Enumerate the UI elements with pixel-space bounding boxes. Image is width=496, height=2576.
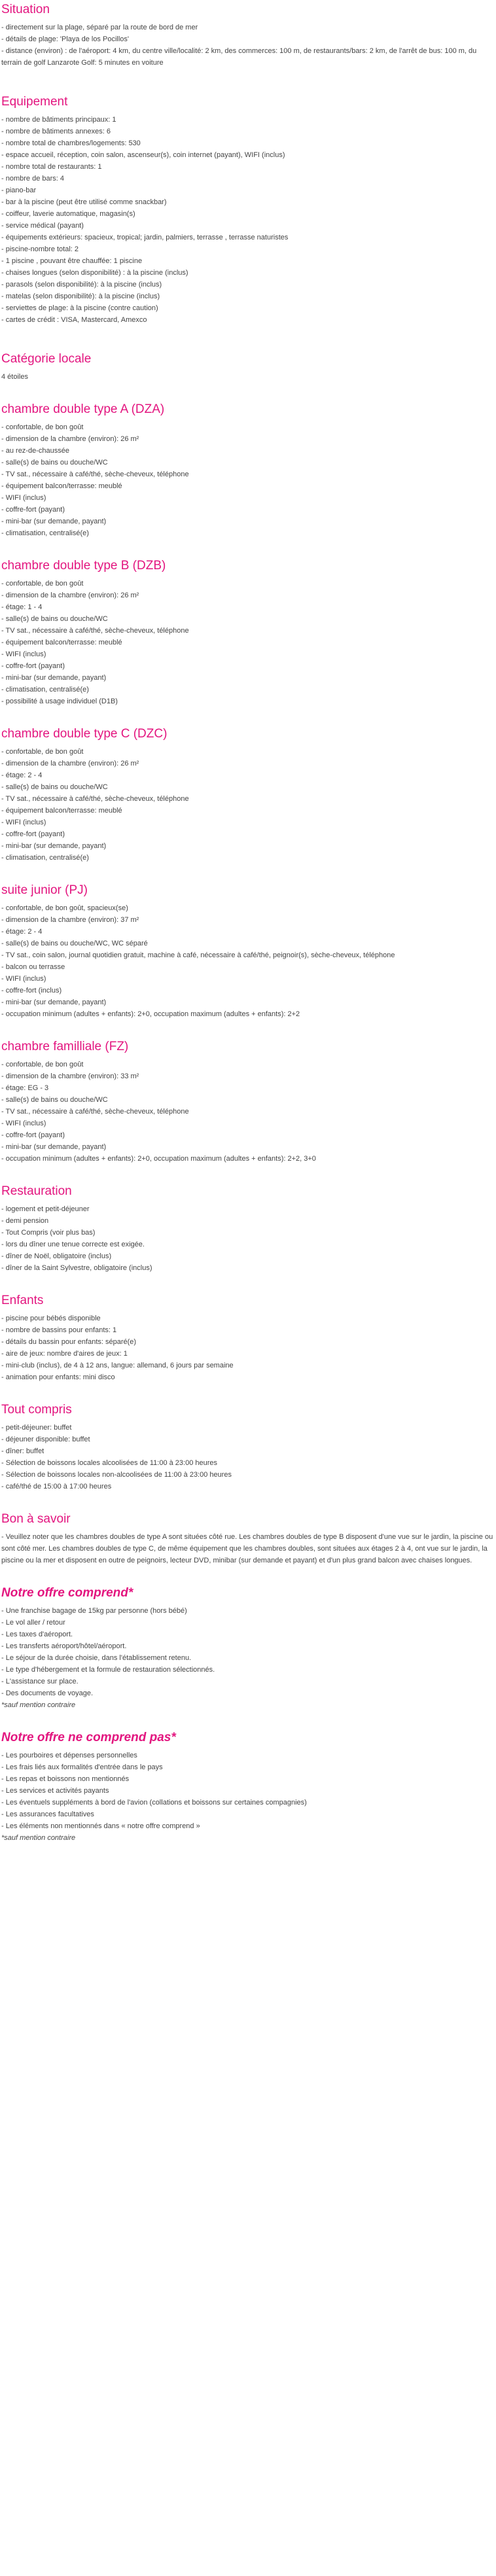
list-item: - cartes de crédit : VISA, Mastercard, Amexco bbox=[1, 314, 494, 326]
list-item: - mini-club (inclus), de 4 à 12 ans, langue: allemand, 6 jours par semaine bbox=[1, 1360, 494, 1371]
section-spacer bbox=[1, 1566, 494, 1583]
list-item: - 1 piscine , pouvant être chauffée: 1 piscine bbox=[1, 255, 494, 267]
list-item: - demi pension bbox=[1, 1215, 494, 1227]
list-item: - Sélection de boissons locales alcoolisées de 11:00 à 23:00 heures bbox=[1, 1457, 494, 1469]
list-item: - coffre-fort (payant) bbox=[1, 828, 494, 840]
list-item: - salle(s) de bains ou douche/WC, WC séparé bbox=[1, 938, 494, 949]
section-title: Notre offre ne comprend pas* bbox=[1, 1731, 176, 1744]
section-chambre-double-type-b-dzb bbox=[1, 556, 494, 707]
section-list bbox=[1, 1531, 494, 1566]
section-bon-a-savoir bbox=[1, 1509, 494, 1566]
list-item: - nombre de bâtiments annexes: 6 bbox=[1, 126, 494, 137]
list-item: - Une franchise bagage de 15kg par personne (hors bébé) bbox=[1, 1605, 494, 1617]
section-text: 4 étoiles bbox=[1, 373, 28, 381]
section-title: Equipement bbox=[1, 95, 68, 109]
list-item: - dîner de Noël, obligatoire (inclus) bbox=[1, 1250, 494, 1262]
list-item: - Les éventuels suppléments à bord de l'avion (collations et boissons sur certaines compagnies) bbox=[1, 1797, 494, 1808]
section-suite-junior-pj bbox=[1, 881, 494, 1020]
list-item: - climatisation, centralisé(e) bbox=[1, 527, 494, 539]
section-title: Tout compris bbox=[1, 1403, 72, 1417]
section-list bbox=[1, 1203, 494, 1274]
list-item: - Les services et activités payants bbox=[1, 1785, 494, 1797]
section-spacer bbox=[1, 1711, 494, 1728]
list-item: - détails du bassin pour enfants: séparé(e) bbox=[1, 1336, 494, 1348]
list-item: - coiffeur, laverie automatique, magasin(s) bbox=[1, 208, 494, 220]
list-item: - L'assistance sur place. bbox=[1, 1676, 494, 1687]
list-item: - nombre de bâtiments principaux: 1 bbox=[1, 114, 494, 126]
list-item: - dimension de la chambre (environ): 26 m² bbox=[1, 758, 494, 769]
section-title: Restauration bbox=[1, 1184, 72, 1198]
section-spacer bbox=[1, 539, 494, 556]
section-spacer bbox=[1, 1020, 494, 1037]
list-item: - serviettes de plage: à la piscine (contre caution) bbox=[1, 302, 494, 314]
list-item: - piano-bar bbox=[1, 185, 494, 196]
list-item: - Veuillez noter que les chambres doubles de type A sont situées côté rue. Les chambres doubles de type B disposent d'une vue sur le jardin, la piscine ou sont côté mer. Les chambres doubles de type C, de même équipement que les chambres doubles, sont situées aux étages 2 à 4, ont vue sur le jardin, la piscine ou la mer et disposent en outre de peignoirs, lecteur DVD, minibar (sur demande et payant) et d'un plus grand balcon avec chaises longues. bbox=[1, 1531, 494, 1566]
section-title: Notre offre comprend* bbox=[1, 1586, 133, 1600]
list-item: - Des documents de voyage. bbox=[1, 1687, 494, 1699]
list-item: - détails de plage: 'Playa de los Pocillos' bbox=[1, 33, 494, 45]
list-item: - TV sat., nécessaire à café/thé, sèche-cheveux, téléphone bbox=[1, 1106, 494, 1118]
list-item: - confortable, de bon goût, spacieux(se) bbox=[1, 902, 494, 914]
list-item: - dimension de la chambre (environ): 26 m² bbox=[1, 590, 494, 601]
list-item: - Les repas et boissons non mentionnés bbox=[1, 1773, 494, 1785]
list-item: - déjeuner disponible: buffet bbox=[1, 1434, 494, 1445]
list-item: - climatisation, centralisé(e) bbox=[1, 684, 494, 696]
list-item: - WIFI (inclus) bbox=[1, 1118, 494, 1129]
section-notre-offre-comprend bbox=[1, 1583, 494, 1711]
section-title: chambre double type B (DZB) bbox=[1, 559, 166, 573]
list-item: - mini-bar (sur demande, payant) bbox=[1, 672, 494, 684]
section-spacer bbox=[1, 1165, 494, 1182]
section-notre-offre-ne-comprend-pas bbox=[1, 1728, 494, 1844]
section-spacer bbox=[1, 1383, 494, 1400]
section-title: chambre double type C (DZC) bbox=[1, 727, 168, 741]
section-situation bbox=[1, 0, 494, 69]
list-item: - chaises longues (selon disponibilité) : à la piscine (inclus) bbox=[1, 267, 494, 279]
section-spacer bbox=[1, 1492, 494, 1509]
list-item: - occupation minimum (adultes + enfants): 2+0, occupation maximum (adultes + enfants): 2+2, 3+0 bbox=[1, 1153, 494, 1165]
list-item: - petit-déjeuner: buffet bbox=[1, 1422, 494, 1434]
list-item: - équipement balcon/terrasse: meublé bbox=[1, 637, 494, 648]
list-item: - salle(s) de bains ou douche/WC bbox=[1, 781, 494, 793]
list-item: - aire de jeux: nombre d'aires de jeux: 1 bbox=[1, 1348, 494, 1360]
section-list bbox=[1, 578, 494, 707]
section-list bbox=[1, 1750, 494, 1832]
section-list bbox=[1, 421, 494, 539]
list-item: - Les assurances facultatives bbox=[1, 1808, 494, 1820]
list-item: - confortable, de bon goût bbox=[1, 746, 494, 758]
list-item: - directement sur la plage, séparé par la route de bord de mer bbox=[1, 22, 494, 33]
list-item: - étage: 2 - 4 bbox=[1, 769, 494, 781]
list-item: - salle(s) de bains ou douche/WC bbox=[1, 613, 494, 625]
list-item: - TV sat., nécessaire à café/thé, sèche-cheveux, téléphone bbox=[1, 625, 494, 637]
section-spacer bbox=[1, 69, 494, 92]
list-item: - Les pourboires et dépenses personnelles bbox=[1, 1750, 494, 1761]
section-list bbox=[1, 22, 494, 69]
list-item: - Sélection de boissons locales non-alcoolisées de 11:00 à 23:00 heures bbox=[1, 1469, 494, 1481]
list-item: - dimension de la chambre (environ): 33 m² bbox=[1, 1070, 494, 1082]
section-equipement bbox=[1, 92, 494, 326]
section-title: chambre familliale (FZ) bbox=[1, 1040, 129, 1053]
list-item: - dîner: buffet bbox=[1, 1445, 494, 1457]
section-spacer bbox=[1, 1274, 494, 1291]
list-item: - distance (environ) : de l'aéroport: 4 km, du centre ville/localité: 2 km, des commerces: 100 m, de restaurants/bars: 2 km, de l'arrêt de bus: 100 m, du terrain de golf Lanzarote Golf: 5 minutes en voiture bbox=[1, 45, 494, 69]
list-item: - balcon ou terrasse bbox=[1, 961, 494, 973]
section-spacer bbox=[1, 707, 494, 724]
list-item: - climatisation, centralisé(e) bbox=[1, 852, 494, 864]
section-title: chambre double type A (DZA) bbox=[1, 402, 165, 416]
section-categorie-locale bbox=[1, 349, 494, 383]
list-item: - Le type d'hébergement et la formule de restauration sélectionnés. bbox=[1, 1664, 494, 1676]
section-spacer bbox=[1, 383, 494, 400]
list-item: - Le vol aller / retour bbox=[1, 1617, 494, 1629]
section-title: Bon à savoir bbox=[1, 1512, 71, 1526]
section-spacer bbox=[1, 864, 494, 881]
list-item: - nombre de bassins pour enfants: 1 bbox=[1, 1324, 494, 1336]
list-item: - lors du dîner une tenue correcte est exigée. bbox=[1, 1239, 494, 1250]
list-item: - nombre de bars: 4 bbox=[1, 173, 494, 185]
footnote: *sauf mention contraire bbox=[1, 1701, 76, 1709]
section-title: Enfants bbox=[1, 1294, 44, 1307]
section-tout-compris bbox=[1, 1400, 494, 1492]
list-item: - TV sat., coin salon, journal quotidien gratuit, machine à café, nécessaire à café/thé, peignoir(s), sèche-cheveux, téléphone bbox=[1, 949, 494, 961]
list-item: - coffre-fort (payant) bbox=[1, 1129, 494, 1141]
section-list bbox=[1, 1059, 494, 1165]
list-item: - logement et petit-déjeuner bbox=[1, 1203, 494, 1215]
section-spacer bbox=[1, 326, 494, 349]
list-item: - animation pour enfants: mini disco bbox=[1, 1371, 494, 1383]
section-list bbox=[1, 902, 494, 1020]
section-list bbox=[1, 1422, 494, 1492]
list-item: - dimension de la chambre (environ): 26 m² bbox=[1, 433, 494, 445]
section-chambre-familliale-fz bbox=[1, 1037, 494, 1165]
list-item: - Le séjour de la durée choisie, dans l'établissement retenu. bbox=[1, 1652, 494, 1664]
section-list bbox=[1, 1313, 494, 1383]
list-item: - WIFI (inclus) bbox=[1, 973, 494, 985]
list-item: - café/thé de 15:00 à 17:00 heures bbox=[1, 1481, 494, 1492]
list-item: - WIFI (inclus) bbox=[1, 492, 494, 504]
section-title: Catégorie locale bbox=[1, 352, 92, 366]
list-item: - piscine pour bébés disponible bbox=[1, 1313, 494, 1324]
section-chambre-double-type-a-dza bbox=[1, 400, 494, 539]
list-item: - WIFI (inclus) bbox=[1, 648, 494, 660]
list-item: - étage: 2 - 4 bbox=[1, 926, 494, 938]
list-item: - salle(s) de bains ou douche/WC bbox=[1, 1094, 494, 1106]
list-item: - nombre total de restaurants: 1 bbox=[1, 161, 494, 173]
list-item: - Tout Compris (voir plus bas) bbox=[1, 1227, 494, 1239]
section-enfants bbox=[1, 1291, 494, 1383]
section-title: Situation bbox=[1, 3, 50, 16]
list-item: - dimension de la chambre (environ): 37 m² bbox=[1, 914, 494, 926]
list-item: - TV sat., nécessaire à café/thé, sèche-cheveux, téléphone bbox=[1, 468, 494, 480]
list-item: - confortable, de bon goût bbox=[1, 421, 494, 433]
section-restauration bbox=[1, 1182, 494, 1274]
list-item: - occupation minimum (adultes + enfants): 2+0, occupation maximum (adultes + enfants): 2+2 bbox=[1, 1008, 494, 1020]
list-item: - équipement balcon/terrasse: meublé bbox=[1, 480, 494, 492]
list-item: - espace accueil, réception, coin salon, ascenseur(s), coin internet (payant), WIFI (inclus) bbox=[1, 149, 494, 161]
footnote: *sauf mention contraire bbox=[1, 1834, 76, 1842]
list-item: - coffre-fort (payant) bbox=[1, 660, 494, 672]
list-item: - Les transferts aéroport/hôtel/aéroport. bbox=[1, 1640, 494, 1652]
list-item: - étage: 1 - 4 bbox=[1, 601, 494, 613]
list-item: - mini-bar (sur demande, payant) bbox=[1, 997, 494, 1008]
section-title: suite junior (PJ) bbox=[1, 883, 88, 897]
list-item: - mini-bar (sur demande, payant) bbox=[1, 516, 494, 527]
list-item: - coffre-fort (payant) bbox=[1, 504, 494, 516]
section-list bbox=[1, 746, 494, 864]
section-list bbox=[1, 1605, 494, 1699]
list-item: - service médical (payant) bbox=[1, 220, 494, 232]
list-item: - WIFI (inclus) bbox=[1, 817, 494, 828]
list-item: - bar à la piscine (peut être utilisé comme snackbar) bbox=[1, 196, 494, 208]
list-item: - Les taxes d'aéroport. bbox=[1, 1629, 494, 1640]
list-item: - TV sat., nécessaire à café/thé, sèche-cheveux, téléphone bbox=[1, 793, 494, 805]
list-item: - possibilité à usage individuel (D1B) bbox=[1, 696, 494, 707]
list-item: - équipements extérieurs: spacieux, tropical; jardin, palmiers, terrasse , terrasse naturistes bbox=[1, 232, 494, 243]
list-item: - mini-bar (sur demande, payant) bbox=[1, 840, 494, 852]
list-item: - équipement balcon/terrasse: meublé bbox=[1, 805, 494, 817]
list-item: - confortable, de bon goût bbox=[1, 1059, 494, 1070]
list-item: - confortable, de bon goût bbox=[1, 578, 494, 590]
list-item: - dîner de la Saint Sylvestre, obligatoire (inclus) bbox=[1, 1262, 494, 1274]
list-item: - matelas (selon disponibilité): à la piscine (inclus) bbox=[1, 291, 494, 302]
list-item: - piscine-nombre total: 2 bbox=[1, 243, 494, 255]
list-item: - étage: EG - 3 bbox=[1, 1082, 494, 1094]
list-item: - nombre total de chambres/logements: 530 bbox=[1, 137, 494, 149]
list-item: - au rez-de-chaussée bbox=[1, 445, 494, 457]
section-chambre-double-type-c-dzc bbox=[1, 724, 494, 864]
list-item: - Les frais liés aux formalités d'entrée dans le pays bbox=[1, 1761, 494, 1773]
list-item: - parasols (selon disponibilité): à la piscine (inclus) bbox=[1, 279, 494, 291]
list-item: - salle(s) de bains ou douche/WC bbox=[1, 457, 494, 468]
list-item: - coffre-fort (inclus) bbox=[1, 985, 494, 997]
list-item: - Les éléments non mentionnés dans « notre offre comprend » bbox=[1, 1820, 494, 1832]
section-list bbox=[1, 114, 494, 326]
list-item: - mini-bar (sur demande, payant) bbox=[1, 1141, 494, 1153]
